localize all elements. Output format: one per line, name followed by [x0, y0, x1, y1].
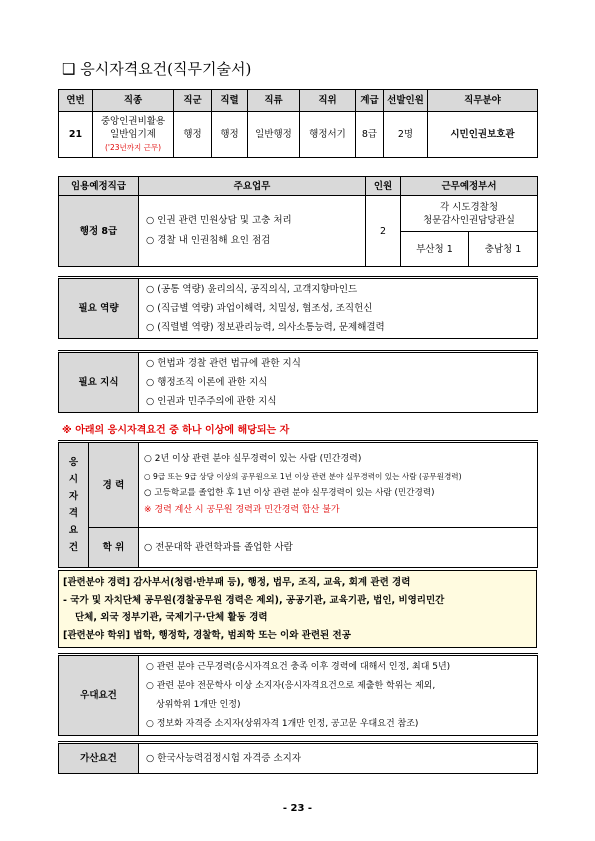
bonus-item: ○ 한국사능력검정시험 자격증 소지자 [139, 743, 538, 774]
knowledge-item: ○ 행정조직 이론에 관한 지식 [146, 377, 268, 388]
duty-item: ○ 인권 관련 민원상담 및 고충 처리 [146, 215, 292, 226]
knowledge-item: ○ 헌법과 경찰 관련 법규에 관한 지식 [146, 358, 301, 369]
cell-headcount: 2 [366, 196, 401, 267]
career-label: 경 력 [89, 442, 139, 528]
competency-label: 필요 역량 [59, 278, 139, 339]
cell-field: 시민인권보호관 [428, 112, 538, 158]
bonus-table [58, 741, 538, 774]
knowledge-table [58, 350, 538, 413]
competency-item: ○ (직급별 역량) 과업이해력, 치밀성, 협조성, 조직헌신 [146, 303, 373, 314]
th-dept: 근무예정부서 [401, 177, 538, 196]
preference-list [139, 655, 538, 736]
th-headcount: 인원 [366, 177, 401, 196]
side-char: 시 [68, 474, 79, 485]
career-item: ○ 고등학교를 졸업한 후 1년 이상 관련 분야 실무경력이 있는 사람 (민간경력) [144, 488, 435, 498]
knowledge-item: ○ 인권과 민주주의에 관한 지식 [146, 396, 277, 407]
career-note: ※ 경력 계산 시 공무원 경력과 민간경력 합산 불가 [144, 505, 340, 515]
th-field: 직무분야 [428, 90, 538, 112]
preference-label: 우대요건 [59, 655, 139, 736]
cell-jikryu: 일반행정 [248, 112, 300, 158]
qualification-table [58, 440, 538, 568]
related-field-table [58, 570, 537, 648]
th-jikwi: 직위 [300, 90, 356, 112]
preference-item: ○ 정보화 자격증 소지자(상위자격 1개만 인정, 공고문 우대요건 참조) [146, 718, 419, 729]
preference-item-cont: 상위학위 1개만 인정) [156, 699, 241, 710]
side-char: 응 [68, 457, 79, 468]
preference-table [58, 653, 538, 736]
cell-grade: 8급 [356, 112, 384, 158]
position-table [58, 89, 538, 158]
career-item: ○ 2년 이상 관련 분야 실무경력이 있는 사람 (민간경력) [144, 454, 362, 464]
th-appoint-grade: 임용예정직급 [59, 177, 139, 196]
degree-label: 학 위 [89, 528, 139, 568]
competency-list [139, 278, 538, 339]
th-jikryeol: 직렬 [212, 90, 248, 112]
jikjong-line1: 중앙인권비활용 [100, 116, 166, 127]
cell-appoint-grade: 행정 8급 [59, 196, 139, 267]
related-degree-line: [관련분야 학위] 법학, 행정학, 경찰학, 범죄학 또는 이와 관련된 전공 [63, 629, 351, 641]
preference-item: ○ 관련 분야 전문학사 이상 소지자(응시자격요건으로 제출한 학위는 제외, [146, 680, 436, 691]
competency-table [58, 276, 538, 339]
cell-dept [401, 196, 538, 232]
section-title [62, 58, 251, 79]
th-count: 선발인원 [384, 90, 428, 112]
competency-item: ○ (직렬별 역량) 정보관리능력, 의사소통능력, 문제해결력 [146, 322, 385, 333]
cell-count: 2명 [384, 112, 428, 158]
cell-jikjong [93, 112, 174, 158]
page-number: - 23 - [282, 803, 313, 814]
th-no: 연번 [59, 90, 93, 112]
qualification-side-label [59, 442, 89, 568]
bonus-label: 가산요건 [59, 743, 139, 774]
knowledge-label: 필요 지식 [59, 352, 139, 413]
preference-item: ○ 관련 분야 근무경력(응시자격요건 충족 이후 경력에 대해서 인정, 최대 5년) [146, 661, 451, 672]
checkbox-icon: ❑ [62, 60, 76, 78]
th-jikryu: 직류 [248, 90, 300, 112]
dept-line1: 각 시도경찰청 [439, 201, 499, 213]
th-jikgun: 직군 [174, 90, 212, 112]
cell-jikwi: 행정서기 [300, 112, 356, 158]
knowledge-list [139, 352, 538, 413]
title-text: 응시자격요건(직무기술서) [80, 60, 252, 78]
jikjong-line2: 일반임기제 [110, 129, 156, 140]
cell-jikryeol: 행정 [212, 112, 248, 158]
duty-table [58, 176, 538, 267]
cell-dept-busan: 부산청 1 [401, 232, 469, 267]
related-field-box [59, 571, 537, 648]
cell-duties [139, 196, 366, 267]
jikjong-note: ('23년까지 근무) [104, 143, 162, 152]
related-career-detail: 단체, 외국 정부기관, 국제기구·단체 활동 경력 [75, 612, 268, 623]
cell-jikgun: 행정 [174, 112, 212, 158]
cell-no: 21 [59, 112, 93, 158]
requirement-note: ※ 아래의 응시자격요건 중 하나 이상에 해당되는 자 [62, 425, 290, 436]
dept-line2: 청문감사인권담당관실 [423, 214, 515, 226]
th-jikjong: 직종 [93, 90, 174, 112]
degree-item: ○ 전문대학 관련학과를 졸업한 사람 [139, 528, 538, 568]
career-list [139, 442, 538, 528]
side-char: 요 [68, 525, 79, 536]
career-item: ○ 9급 또는 9급 상당 이상의 공무원으로 1년 이상 관련 분야 실무경력이 있는 사람 (공무원경력) [144, 472, 462, 481]
related-career-detail: - 국가 및 자치단체 공무원(경찰공무원 경력은 제외), 공공기관, 교육기관, 법인, 비영리민간 [63, 594, 445, 606]
cell-dept-chungnam: 충남청 1 [469, 232, 538, 267]
side-char: 자 [68, 491, 79, 502]
side-char: 건 [68, 542, 79, 553]
th-grade: 계급 [356, 90, 384, 112]
side-char: 격 [68, 508, 79, 519]
competency-item: ○ (공통 역량) 윤리의식, 공직의식, 고객지향마인드 [146, 284, 358, 295]
duty-item: ○ 경찰 내 인권침해 요인 점검 [146, 235, 271, 246]
th-duties: 주요업무 [139, 177, 366, 196]
related-career-line: [관련분야 경력] 감사부서(청렴·반부패 등), 행정, 법무, 조직, 교육, 회계 관련 경력 [63, 577, 411, 588]
